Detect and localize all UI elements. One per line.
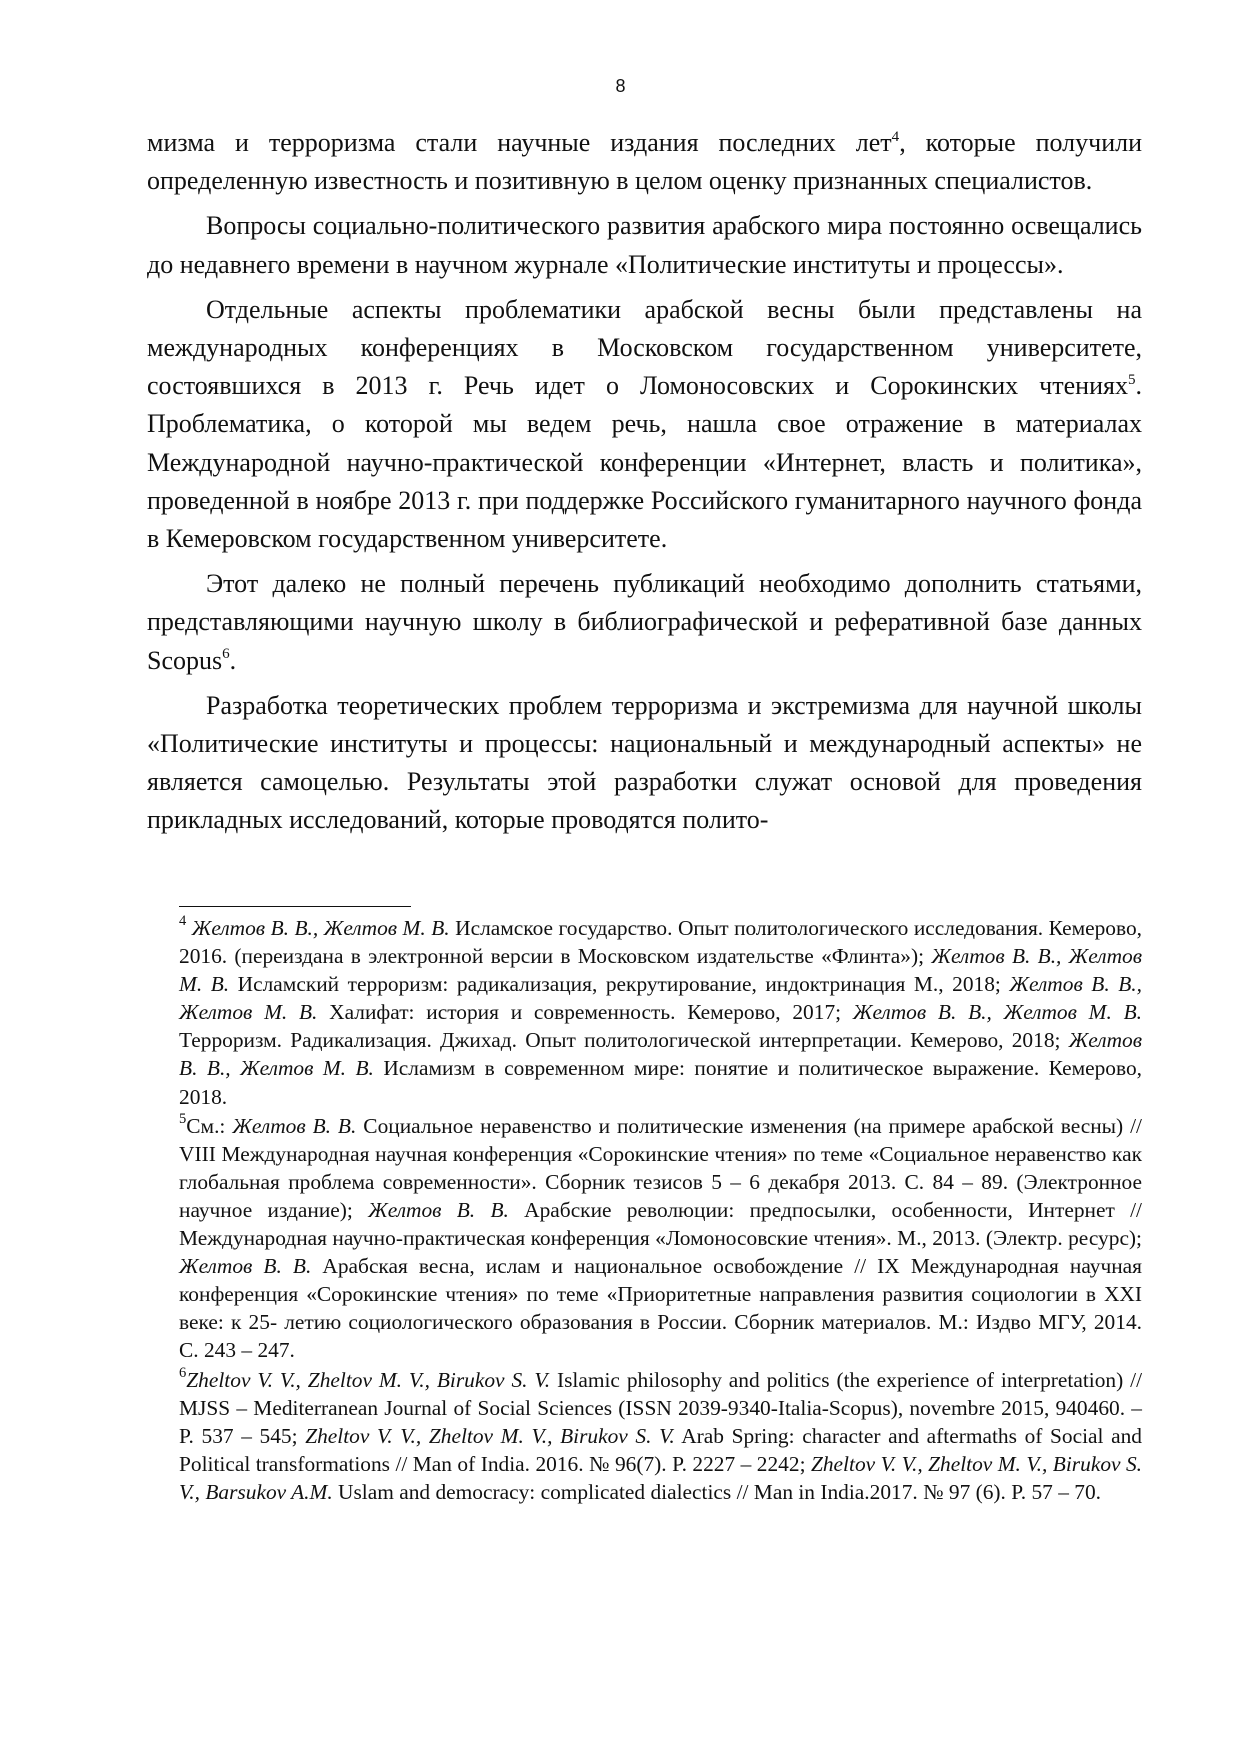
text-run: Arab Spring: character and aftermaths of Social and Political transformations // Man of India. 2016. № 96(7). P. 2227 – 2242; bbox=[179, 1423, 1142, 1476]
paragraph-5 bbox=[147, 687, 1142, 840]
text-run: Исламское государство. Опыт политологического исследования. Кемерово, 2016. (переиздана в электронной версии в Московском издательстве «Флинта»); bbox=[179, 916, 1142, 969]
text-run: мизма и терроризма стали научные издания последних лет bbox=[147, 128, 892, 157]
paragraph-3 bbox=[147, 291, 1142, 558]
author-names: Желтов В. В., Желтов М. В. bbox=[179, 1028, 1142, 1081]
author-names: Желтов В. В., Желтов М. В. bbox=[179, 972, 1142, 1025]
text-run: Отдельные аспекты проблематики арабской весны были представлены на международных конференциях в Московском государственном университете, состоявшихся в 2013 г. Речь идет о Ломоносовских и Сорокинских чтениях bbox=[147, 294, 1142, 401]
footnote-4 bbox=[179, 914, 1142, 1111]
footnote-marker: 6 bbox=[179, 1364, 187, 1381]
text-run: Исламский терроризм: радикализация, рекрутирование, индоктринация М., 2018; bbox=[229, 972, 1010, 997]
footnotes bbox=[179, 914, 1142, 1506]
text-run: Этот далеко не полный перечень публикаций необходимо дополнить статьями, представляющими научную школу в библиографической и реферативной базе данных Scopus bbox=[147, 569, 1142, 675]
footnote-marker: 4 bbox=[179, 913, 187, 930]
footnote-marker: 5 bbox=[1127, 371, 1136, 388]
author-names: Zheltov V. V., Zheltov M. V., Birukov S. V. bbox=[186, 1367, 551, 1392]
text-run: Терроризм. Радикализация. Джихад. Опыт политологической интерпретации. Кемерово, 2018; bbox=[179, 1028, 1069, 1053]
text-run: Uslam and democracy: complicated dialectics // Man in India.2017. № 97 (6). P. 57 – 70. bbox=[332, 1479, 1101, 1504]
text-run: Разработка теоретических проблем терроризма и экстремизма для научной школы «Политические институты и процессы: национальный и международный аспекты» не является самоцелью. Результаты этой разработки служат основой для проведения прикладных исследований, которые проводятся полито- bbox=[147, 690, 1142, 835]
text-run: , которые получили определенную известность и позитивную в целом оценку признанных специалистов. bbox=[147, 128, 1142, 196]
author-names: Zheltov V. V., Zheltov M. V., Birukov S. V., Barsukov A.M. bbox=[179, 1451, 1143, 1504]
author-names: Желтов В. В., Желтов М. В. bbox=[852, 1000, 1142, 1025]
author-names: Желтов В. В. bbox=[179, 1254, 312, 1279]
text-run: . bbox=[229, 645, 237, 675]
text-run: См.: bbox=[186, 1113, 233, 1138]
text-run: Арабские революции: предпосылки, особенности, Интернет // Международная научно-практическая конференция «Ломоносовские чтения». М., 2013. (Электр. ресурс); bbox=[179, 1197, 1142, 1251]
author-names: Желтов В. В. bbox=[232, 1113, 357, 1138]
author-names: Желтов В. В., Желтов М. В. bbox=[179, 944, 1142, 997]
paragraph-1 bbox=[147, 124, 1142, 200]
text-run: Арабская весна, ислам и национальное освобождение // IX Международная научная конференция «Сорокинские чтения» по теме «Приоритетные направления развития социологии в XXI веке: к 25- летию социологического образования в России. Сборник материалов. М.: Издво МГУ, 2014. С. 243 – 247. bbox=[179, 1254, 1142, 1363]
text-run: Халифат: история и современность. Кемерово, 2017; bbox=[317, 1000, 853, 1025]
footnote-marker: 5 bbox=[179, 1111, 187, 1128]
page-number: 8 bbox=[615, 76, 626, 96]
footnote-6 bbox=[179, 1366, 1142, 1506]
footnote-separator bbox=[179, 906, 411, 907]
author-names: Желтов В. В., Желтов М. В. bbox=[191, 916, 450, 940]
paragraph-4 bbox=[147, 565, 1142, 680]
footnote-5 bbox=[179, 1112, 1142, 1365]
paragraph-2 bbox=[147, 207, 1142, 283]
text-run: Вопросы социально-политического развития арабского мира постоянно освещались до недавнего времени в научном журнале «Политические институты и процессы». bbox=[147, 211, 1142, 279]
text-run: Islamic philosophy and politics (the experience of interpretation) // MJSS – Mediterranean Journal of Social Sciences (ISSN 2039-9340-Italia-Scopus), novembre 2015, 940460. – P. 537 – 545; bbox=[179, 1367, 1143, 1448]
footnote-marker: 4 bbox=[891, 128, 900, 145]
text-run: Исламизм в современном мире: понятие и политическое выражение. Кемерово, 2018. bbox=[179, 1056, 1142, 1109]
text-run: . Проблематика, о которой мы ведем речь, нашла свое отражение в материалах Международной научно-практической конференции «Интернет, власть и политика», проведенной в ноябре 2013 г. при поддержке Российского гуманитарного научного фонда в Кемеровском государственном университете. bbox=[147, 371, 1142, 554]
text-run: Социальное неравенство и политические изменения (на примере арабской весны) // VIII Международная научная конференция «Сорокинские чтения» по теме «Социальное неравенство как глобальная проблема современности». Сборник тезисов 5 – 6 декабря 2013. С. 84 – 89. (Электронное научное издание); bbox=[179, 1113, 1143, 1222]
footnote-marker: 6 bbox=[222, 646, 230, 663]
author-names: Zheltov V. V., Zheltov M. V., Birukov S. V. bbox=[305, 1423, 675, 1448]
body-text bbox=[147, 124, 1142, 840]
author-names: Желтов В. В. bbox=[368, 1197, 509, 1222]
